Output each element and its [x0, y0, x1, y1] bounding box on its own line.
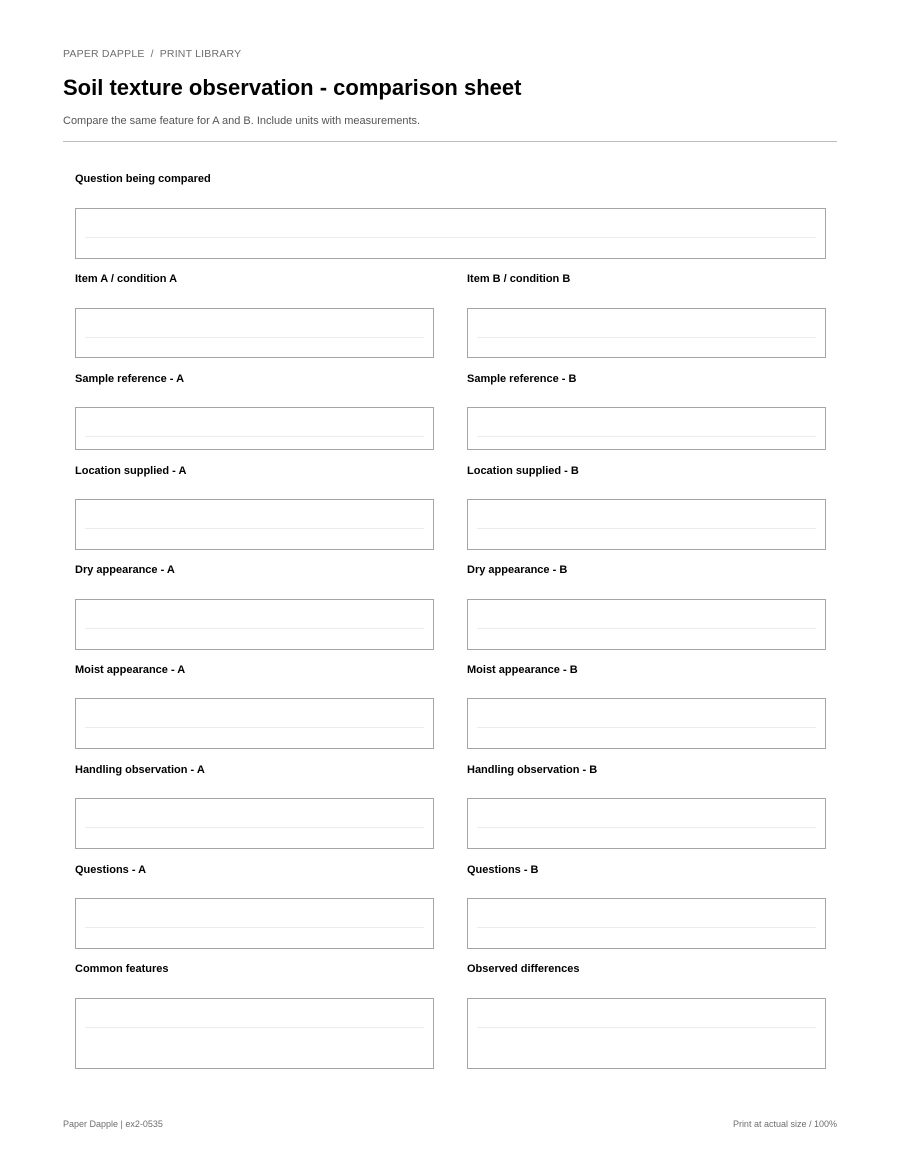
questions-a-label: Questions - A	[75, 864, 147, 876]
questions-b-label: Questions - B	[467, 864, 539, 876]
dry-a-label: Dry appearance - A	[75, 564, 175, 576]
common-features-label: Common features	[75, 963, 169, 975]
breadcrumb	[63, 48, 241, 60]
item-a-field[interactable]	[75, 308, 434, 358]
questions-a-field[interactable]	[75, 898, 434, 949]
sample-ref-a-label: Sample reference - A	[75, 373, 185, 385]
questions-b-field[interactable]	[467, 898, 826, 949]
location-a-label: Location supplied - A	[75, 465, 187, 477]
writing-guide-line	[477, 727, 816, 728]
writing-guide-line	[477, 337, 816, 338]
footer-right: Print at actual size / 100%	[732, 1119, 837, 1129]
location-a-field[interactable]	[75, 499, 434, 550]
breadcrumb-brand: PAPER DAPPLE	[63, 48, 145, 60]
observed-differences-field[interactable]	[467, 998, 826, 1069]
writing-guide-line	[85, 1027, 424, 1028]
moist-b-label: Moist appearance - B	[467, 664, 578, 676]
common-features-field[interactable]	[75, 998, 434, 1069]
writing-guide-line	[477, 436, 816, 437]
dry-a-field[interactable]	[75, 599, 434, 650]
dry-b-field[interactable]	[467, 599, 826, 650]
writing-guide-line	[85, 827, 424, 828]
writing-guide-line	[85, 727, 424, 728]
page-subtitle: Compare the same feature for A and B. Include units with measurements.	[63, 115, 421, 127]
writing-guide-line	[477, 528, 816, 529]
handling-a-field[interactable]	[75, 798, 434, 849]
footer-left: Paper Dapple | ex2-0535	[63, 1119, 163, 1129]
writing-guide-line	[85, 436, 424, 437]
handling-b-label: Handling observation - B	[467, 764, 598, 776]
writing-guide-line	[477, 927, 816, 928]
writing-guide-line	[85, 927, 424, 928]
moist-b-field[interactable]	[467, 698, 826, 749]
moist-a-label: Moist appearance - A	[75, 664, 186, 676]
sample-ref-a-field[interactable]	[75, 407, 434, 450]
dry-b-label: Dry appearance - B	[467, 564, 568, 576]
item-b-label: Item B / condition B	[467, 273, 571, 285]
sample-ref-b-field[interactable]	[467, 407, 826, 450]
location-b-label: Location supplied - B	[467, 465, 579, 477]
page-title: Soil texture observation - comparison sheet	[63, 75, 522, 100]
breadcrumb-section: PRINT LIBRARY	[159, 48, 242, 60]
question-label: Question being compared	[75, 173, 211, 185]
question-field[interactable]	[75, 208, 826, 259]
header-divider	[63, 141, 837, 142]
handling-b-field[interactable]	[467, 798, 826, 849]
item-a-label: Item A / condition A	[75, 273, 178, 285]
writing-guide-line	[477, 628, 816, 629]
observed-differences-label: Observed differences	[467, 963, 580, 975]
writing-guide-line	[477, 1027, 816, 1028]
breadcrumb-separator: /	[150, 48, 154, 60]
writing-guide-line	[85, 237, 816, 238]
writing-guide-line	[85, 528, 424, 529]
handling-a-label: Handling observation - A	[75, 764, 205, 776]
sample-ref-b-label: Sample reference - B	[467, 373, 577, 385]
location-b-field[interactable]	[467, 499, 826, 550]
moist-a-field[interactable]	[75, 698, 434, 749]
item-b-field[interactable]	[467, 308, 826, 358]
writing-guide-line	[477, 827, 816, 828]
writing-guide-line	[85, 628, 424, 629]
writing-guide-line	[85, 337, 424, 338]
